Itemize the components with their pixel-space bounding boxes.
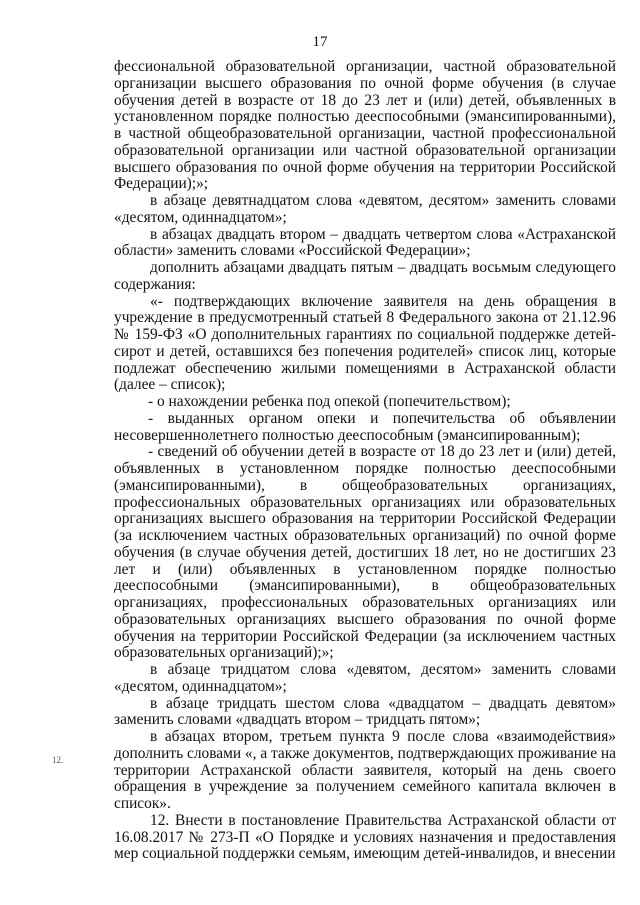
paragraph: в абзаце тридцать шестом слова «двадцатом – двадцать девятом» заменить словами «двадцать втором – тридцать пятом»; — [114, 694, 616, 729]
list-item: - выданных органом опеки и попечительства об объявлении несовершеннолетнего полностью дееспособным (эмансипированным); — [114, 409, 616, 444]
paragraph: в абзацах втором, третьем пункта 9 после слова «взаимодействия» дополнить словами «, а также документов, подтверждающих проживание на территории Астраханской области заявителя, который на день своего обращения в учреждение за получением семейного капитала включен в список». — [114, 728, 616, 812]
body-text — [114, 59, 616, 863]
page-number: 17 — [312, 34, 328, 50]
list-item: - сведений об обучении детей в возрасте от 18 до 23 лет и (или) детей, объявленных в установленном порядке полностью дееспособными (эмансипированными), в общеобразовательных организациях, профессиональных образовательных организациях или образовательных организациях высшего образования на территории Российской Федерации (за исключением частных образовательных организаций) по очной форме обучения (в случае обучения детей, достигших 18 лет, но не достигших 23 лет и (или) объявленных в установленном порядке полностью дееспособными (эмансипированными), в общеобразовательных организациях, профессиональных образовательных организациях или образовательных организациях высшего образования по очной форме обучения на территории Российской Федерации (за исключением частных образовательных организаций);»; — [114, 443, 616, 662]
paragraph: дополнить абзацами двадцать пятым – двадцать восьмым следующего содержания: — [114, 259, 616, 293]
paragraph-continuation: фессиональной образовательной организации, частной образовательной организации высшего образования по очной форме обучения (в случае обучения детей в возрасте от 18 до 23 лет и (или) детей, объявленных в установленном порядке полностью дееспособными (эмансипированными), в частной общеобразовательной организации, частной профессиональной образовательной организации или частной образовательной организации высшего образования по очной форме обучения на территории Российской Федерации);»; — [114, 58, 616, 193]
paragraph: в абзаце девятнадцатом слова «девятом, десятом» заменить словами «десятом, одиннадцатом»; — [114, 192, 616, 226]
list-item: - о нахождении ребенка под опекой (попечительством); — [148, 393, 511, 410]
paragraph: в абзацах двадцать втором – двадцать четвертом слова «Астраханской области» заменить словами «Российской Федерации»; — [114, 225, 616, 260]
quoted-paragraph: «- подтверждающих включение заявителя на день обращения в учреждение в предусмотренный статьей 8 Федерального закона от 21.12.96 № 159-ФЗ «О дополнительных гарантиях по социальной поддержке детей-сирот и детей, оставшихся без попечения родителей» список лиц, которые подлежат обеспечению жилыми помещениями в Астраханской области (далее – список); — [114, 292, 616, 394]
numbered-paragraph: 12. Внести в постановление Правительства Астраханской области от 16.08.2017 № 273-П «О Порядке и условиях назначения и предоставления мер социальной поддержки семьям, имеющим детей-инвалидов, и внесении — [114, 811, 616, 863]
margin-mark: 12. — [52, 755, 64, 765]
paragraph: в абзаце тридцатом слова «девятом, десятом» заменить словами «десятом, одиннадцатом»; — [114, 661, 616, 695]
